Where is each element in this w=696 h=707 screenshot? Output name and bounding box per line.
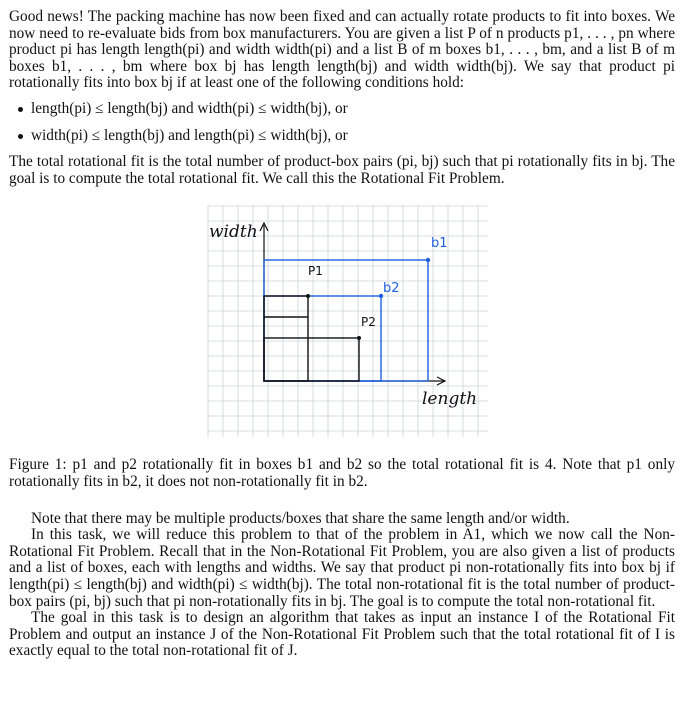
figure [9,205,675,447]
product-p1-corner-dot [306,294,310,298]
box-b2-label: b2 [383,281,400,297]
x-axis-label: length [422,389,478,410]
note-paragraph: Note that there may be multiple products/boxes that share the same length and/or width. [31,509,570,527]
intro-paragraph: Good news! The packing machine has now been fixed and can actually rotate products to fit into boxes. We now need to re-evaluate bids from box manufacturers. You are given a list P of n products p1, . . . , pn where product pi has length length(pi) and width width(pi) and a list B of m boxes b1, . . . , bm, and a list B of m boxes b1, . . . , bm where box bj has length length(bj) and width width(bj). We say that product pi rotationally fits into box bj if at least one of the following conditions hold: [9,8,675,92]
y-axis-label: width [209,222,258,243]
figure-caption: Figure 1: p1 and p2 rotationally fit in boxes b1 and b2 so the total rotational fit is 4. Note that p1 only rotationally fits in b2, it does not non-rotationally fit in b2. [9,456,675,490]
box-b1-corner-dot [426,258,430,262]
product-p2-label: P2 [361,315,376,330]
condition-item [31,101,675,118]
product-p2-corner-dot [357,336,361,340]
task-paragraph: In this task, we will reduce this problem to that of the problem in A1, which we now call the Non-Rotational Fit Problem. Recall that in the Non-Rotational Fit Problem, you are also given a list of products and a list of boxes, each with lengths and widths. We say that product pi non-rotationally fits into box bj if length(pi) ≤ length(bj) and width(pi) ≤ width(bj). The total non-rotational fit is the total number of product-box pairs (pi, bj) such that pi non-rotationally fits in bj. The goal is to compute the total non-rotational fit. [9,526,675,610]
condition-text: length(pi) ≤ length(bj) and width(pi) ≤ width(bj), or [31,99,348,117]
definition-paragraph: The total rotational fit is the total number of product-box pairs (pi, bj) such that pi rotationally fits in bj. The goal is to compute the total rotational fit. We call this the Rotational Fit Problem. [9,153,675,187]
product-p2 [264,338,359,381]
condition-item [31,128,675,145]
figure-drawing [9,205,675,447]
fit-conditions-list [9,101,675,144]
condition-text: width(pi) ≤ length(bj) and length(pi) ≤ width(bj), or [31,126,348,144]
goal-paragraph: The goal in this task is to design an algorithm that takes as input an instance I of the Rotational Fit Problem and output an instance J of the Non-Rotational Fit Problem such that the total rotational fit of I is exactly equal to the total non-rotational fit of J. [9,609,675,660]
box-b1-label: b1 [431,236,448,252]
product-p1-label: P1 [308,264,323,279]
document-page [9,9,675,660]
